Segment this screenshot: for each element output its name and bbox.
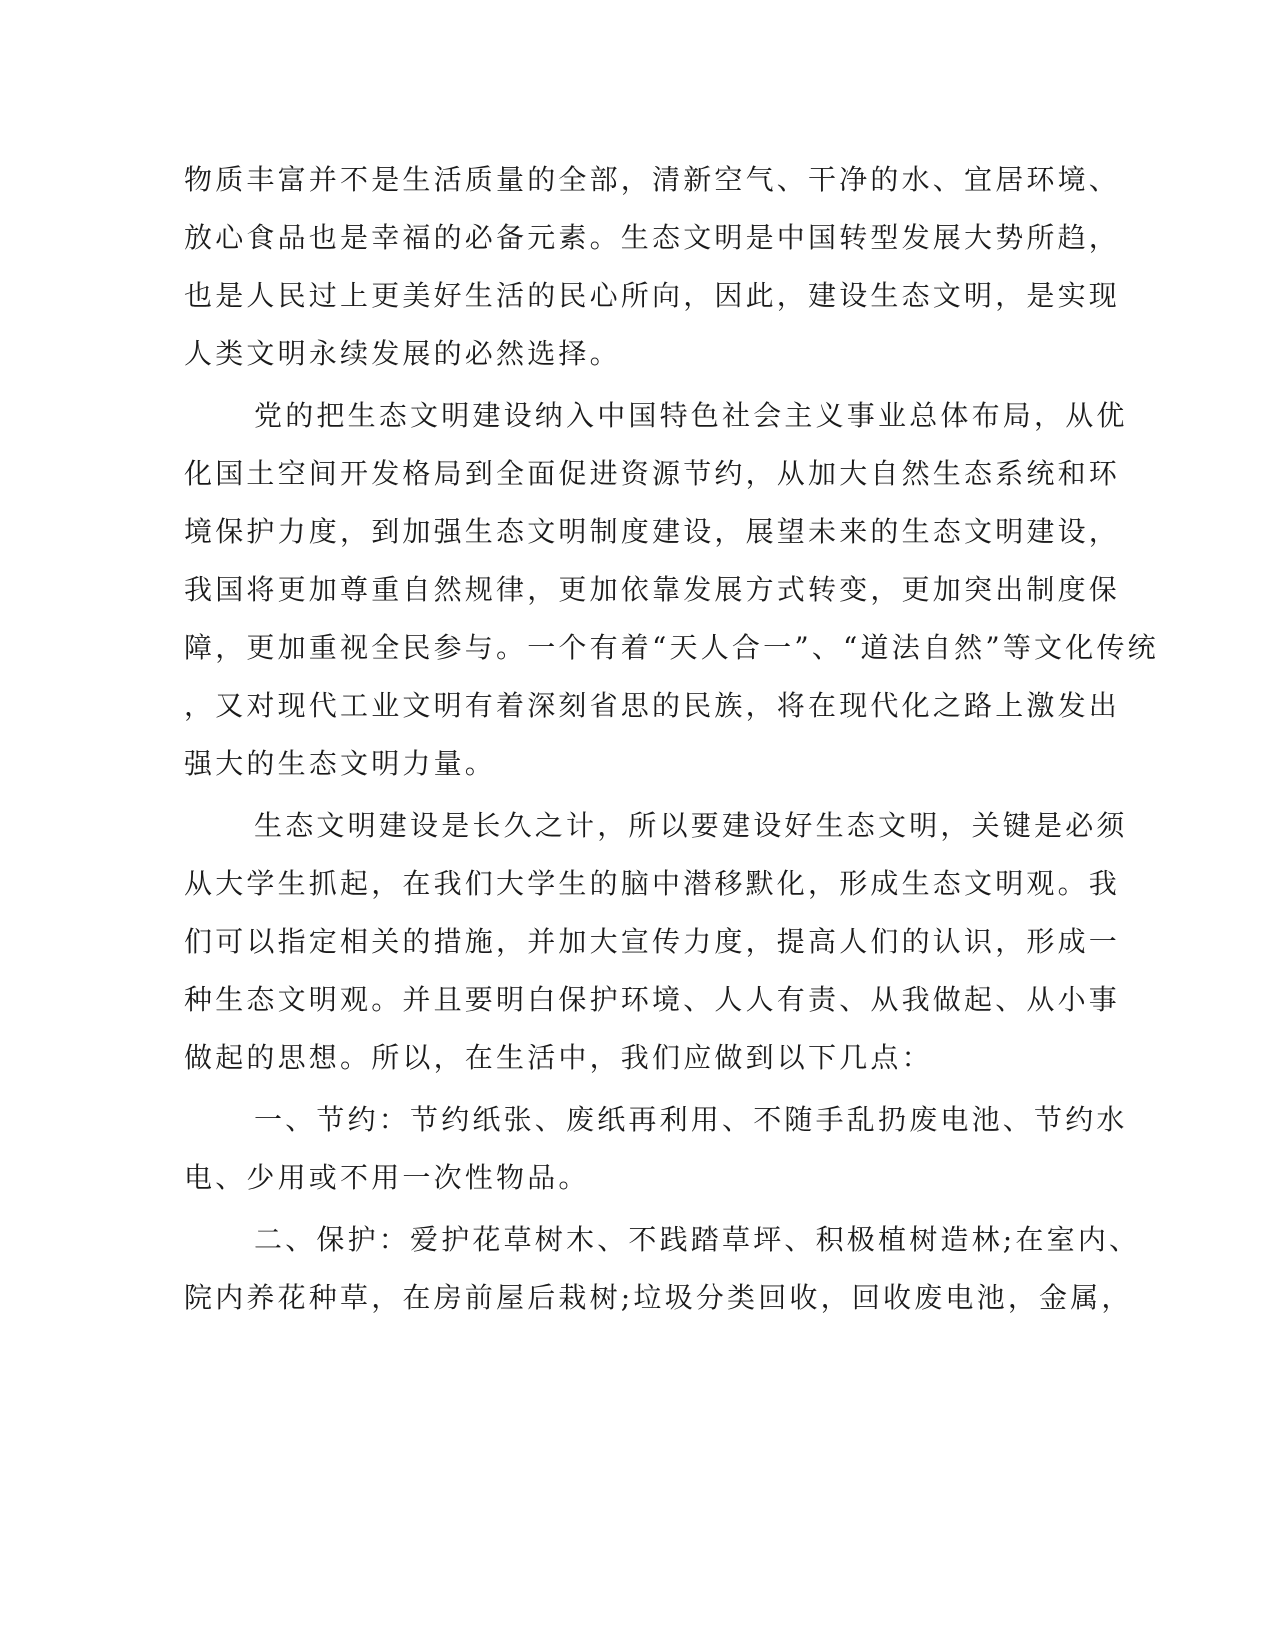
text-line: 境保护力度，到加强生态文明制度建设，展望未来的生态文明建设，: [184, 515, 1121, 548]
text-line: 从大学生抓起，在我们大学生的脑中潜移默化，形成生态文明观。我: [184, 867, 1121, 900]
text-line: 放心食品也是幸福的必备元素。生态文明是中国转型发展大势所趋，: [184, 221, 1121, 254]
text-line: 我国将更加尊重自然规律，更加依靠发展方式转变，更加突出制度保: [184, 573, 1121, 606]
text-line: 二、保护：爱护花草树木、不践踏草坪、积极植树造林;在室内、: [254, 1223, 1141, 1256]
text-line: 障，更加重视全民参与。一个有着“天人合一”、“道法自然”等文化传统: [184, 631, 1159, 664]
text-line: 生态文明建设是长久之计，所以要建设好生态文明，关键是必须: [254, 809, 1128, 842]
text-line: 种生态文明观。并且要明白保护环境、人人有责、从我做起、从小事: [184, 983, 1121, 1016]
text-line: 物质丰富并不是生活质量的全部，清新空气、干净的水、宜居环境、: [184, 163, 1121, 196]
text-line: 院内养花种草，在房前屋后栽树;垃圾分类回收，回收废电池，金属，: [184, 1281, 1133, 1314]
text-line: 党的把生态文明建设纳入中国特色社会主义事业总体布局，从优: [254, 399, 1128, 432]
text-line: 也是人民过上更美好生活的民心所向，因此，建设生态文明，是实现: [184, 279, 1121, 312]
text-line: 一、节约：节约纸张、废纸再利用、不随手乱扔废电池、节约水: [254, 1103, 1128, 1136]
text-line: 化国土空间开发格局到全面促进资源节约，从加大自然生态系统和环: [184, 457, 1121, 490]
text-line: 人类文明永续发展的必然选择。: [184, 337, 621, 370]
text-line: ，又对现代工业文明有着深刻省思的民族，将在现代化之路上激发出: [184, 689, 1121, 722]
text-line: 强大的生态文明力量。: [184, 747, 497, 780]
text-line: 做起的思想。所以，在生活中，我们应做到以下几点：: [184, 1041, 933, 1074]
text-line: 电、少用或不用一次性物品。: [184, 1161, 590, 1194]
text-line: 们可以指定相关的措施，并加大宣传力度，提高人们的认识，形成一: [184, 925, 1121, 958]
